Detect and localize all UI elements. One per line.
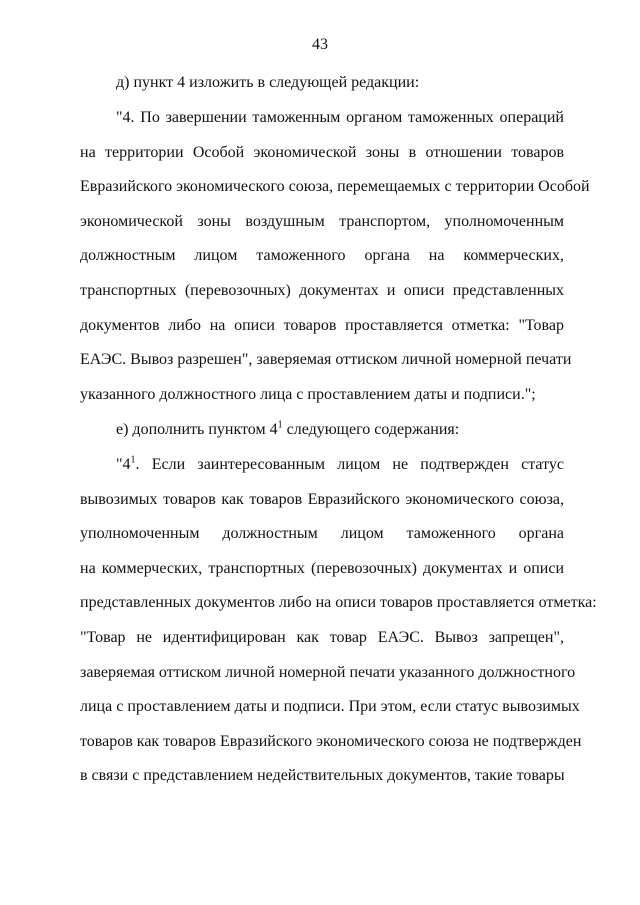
paragraph-line: "4. По завершении таможенным органом таможенных операций: [116, 109, 564, 126]
paragraph-line: [80, 448, 564, 483]
paragraph-4: [80, 101, 590, 412]
paragraph-line: ЕАЭС. Вывоз разрешен", заверяемая оттиском личной номерной печати: [80, 351, 572, 369]
paragraph-line: заверяемая оттиском личной номерной печати указанного должностного: [80, 663, 576, 681]
item-e: [80, 413, 564, 448]
item-d-text: д) пункт 4 изложить в следующей редакции:: [116, 74, 420, 91]
paragraph-line: на территории Особой экономической зоны в отношении товаров: [80, 143, 564, 161]
paragraph-line: лица с проставлением даты и подписи. При этом, если статус вывозимых: [80, 698, 580, 716]
paragraph-line: должностным лицом таможенного органа на коммерческих,: [80, 247, 564, 265]
paragraph-line: экономической зоны воздушным транспортом, уполномоченным: [80, 212, 564, 230]
paragraph-line: Евразийского экономического союза, перемещаемых с территории Особой: [80, 178, 590, 196]
para-4-1-superscript: 1: [130, 454, 136, 466]
paragraph-line: документов либо на описи товаров проставляется отметка: "Товар: [80, 316, 564, 334]
paragraph-line: транспортных (перевозочных) документах и описи представленных: [80, 281, 564, 299]
page-number: 43: [312, 36, 328, 53]
item-d: [80, 66, 564, 101]
item-e-suffix: следующего содержания:: [282, 421, 460, 438]
item-e-prefix: е) дополнить пунктом 4: [116, 421, 278, 438]
paragraph-line: представленных документов либо на описи товаров проставляется отметка:: [80, 594, 597, 612]
para-4-1-prefix: "4: [116, 456, 131, 473]
paragraph-line: уполномоченным должностным лицом таможенного органа: [80, 525, 564, 543]
paragraph-line: товаров как товаров Евразийского экономического союза не подтвержден: [80, 732, 582, 750]
item-e-superscript: 1: [277, 419, 283, 431]
paragraph-line: "Товар не идентифицирован как товар ЕАЭС. Вывоз запрещен",: [80, 628, 564, 646]
para-4-1-suffix: . Если заинтересованным лицом не подтвержден статус: [135, 456, 564, 473]
paragraph-4-1: [80, 448, 597, 794]
paragraph-line: вывозимых товаров как товаров Евразийского экономического союза,: [80, 490, 564, 508]
paragraph-line: указанного должностного лица с проставлением даты и подписи.";: [80, 385, 536, 403]
paragraph-line: в связи с представлением недействительных документов, такие товары: [80, 767, 565, 785]
paragraph-line: на коммерческих, транспортных (перевозочных) документах и описи: [80, 559, 564, 577]
